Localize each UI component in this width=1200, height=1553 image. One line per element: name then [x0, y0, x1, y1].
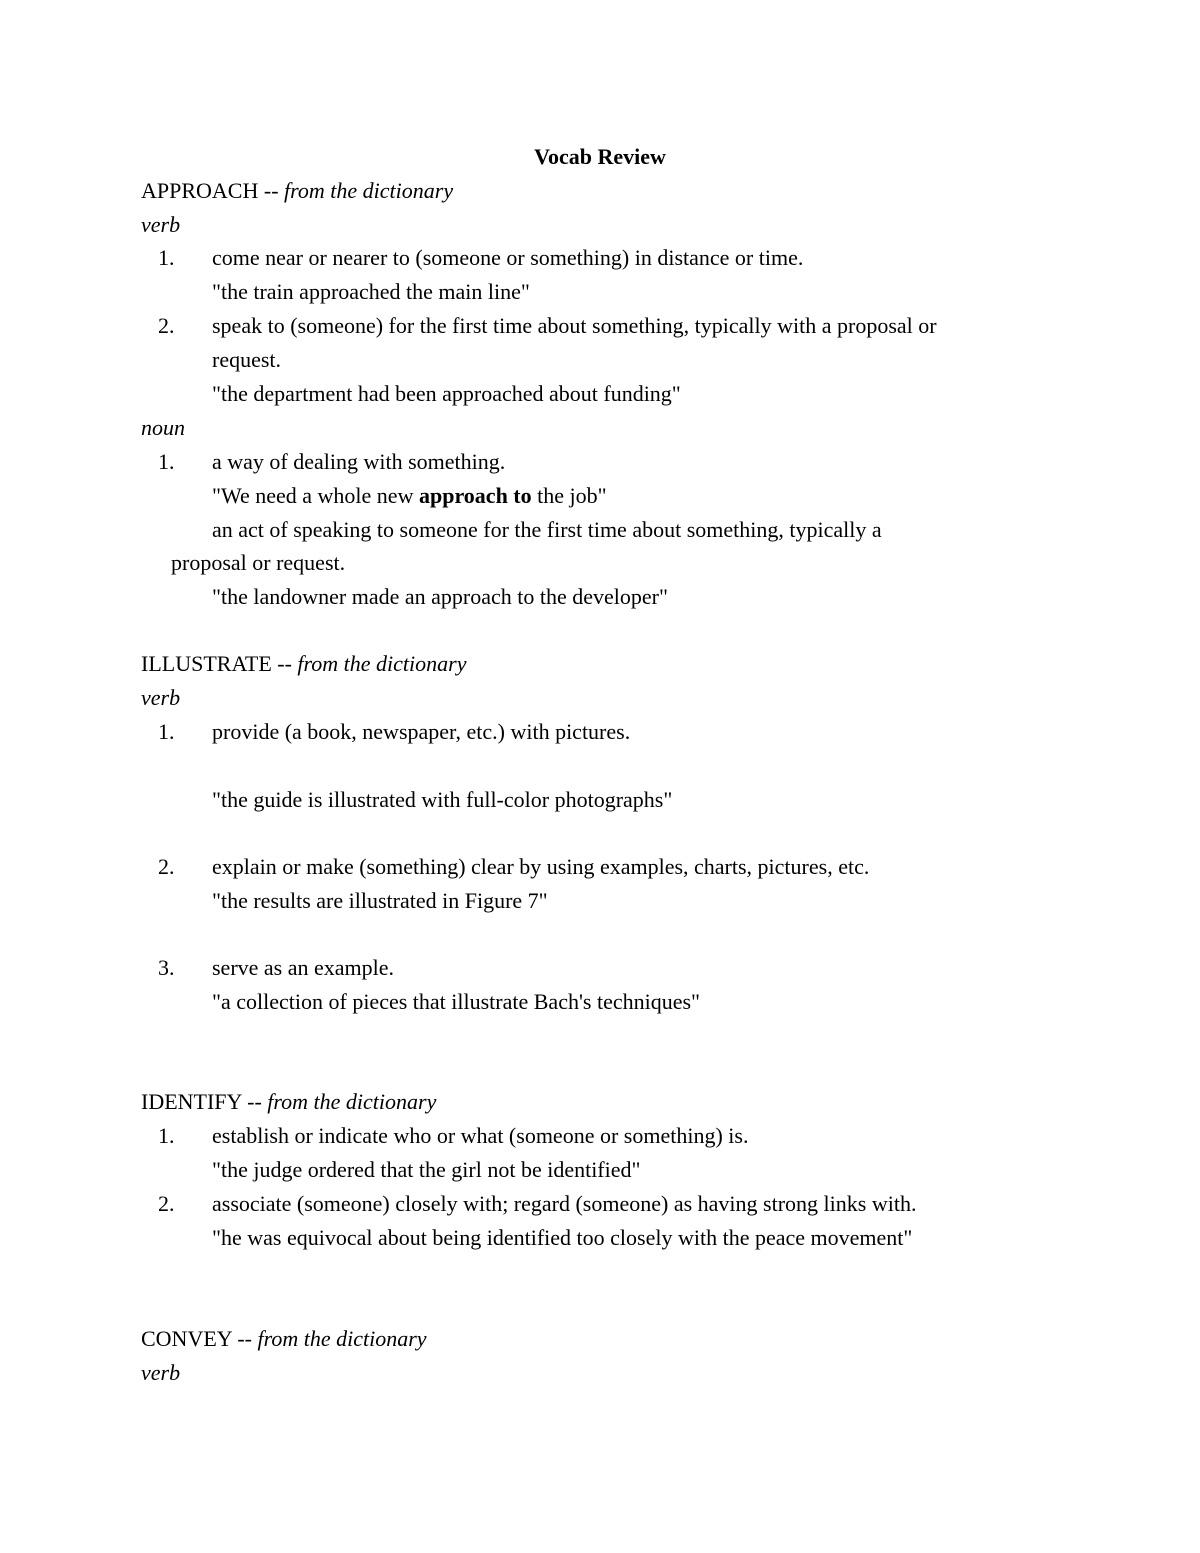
definition-text: establish or indicate who or what (someone or something) is.: [212, 1123, 749, 1148]
source-note: from the dictionary: [267, 1089, 437, 1114]
word-heading-identify: [141, 1085, 436, 1119]
example-sentence: "the results are illustrated in Figure 7": [212, 888, 548, 913]
part-of-speech-verb: verb: [141, 212, 181, 237]
definition-number: 1.: [158, 1123, 175, 1148]
definition-number: 3.: [158, 955, 175, 980]
example-sentence: "a collection of pieces that illustrate Bach's techniques": [212, 989, 701, 1014]
heading-dash: --: [241, 1089, 262, 1114]
page-title: Vocab Review: [534, 144, 666, 169]
example-sentence: "the department had been approached about funding": [212, 381, 681, 406]
word-heading-convey: [141, 1322, 427, 1356]
definition-number: 1.: [158, 719, 175, 744]
part-of-speech-verb: verb: [141, 685, 181, 710]
heading-dash: --: [271, 651, 292, 676]
definition-text: a way of dealing with something.: [212, 449, 506, 474]
part-of-speech-noun: noun: [141, 415, 185, 440]
definition-number: 2.: [158, 1191, 175, 1216]
definition-text: provide (a book, newspaper, etc.) with pictures.: [212, 719, 631, 744]
word-heading-illustrate: [141, 647, 466, 681]
definition-text: serve as an example.: [212, 955, 395, 980]
example-text: "We need a whole new: [212, 483, 419, 508]
definition-text: speak to (someone) for the first time about something, typically with a proposal or: [212, 313, 937, 338]
definition-text: an act of speaking to someone for the first time about something, typically a: [212, 517, 882, 542]
heading-dash: --: [231, 1326, 253, 1351]
definition-number: 2.: [158, 313, 175, 338]
source-note: from the dictionary: [297, 651, 467, 676]
word-heading-approach: [141, 174, 453, 208]
headword: APPROACH: [141, 178, 259, 203]
definition-text-continued: request.: [212, 347, 282, 372]
headword: CONVEY: [141, 1326, 232, 1351]
definition-number: 1.: [158, 449, 175, 474]
definition-text: come near or nearer to (someone or something) in distance or time.: [212, 245, 804, 270]
example-sentence: "the train approached the main line": [212, 279, 530, 304]
headword: IDENTIFY: [141, 1089, 242, 1114]
example-sentence: "the landowner made an approach to the developer": [212, 584, 668, 609]
example-sentence: "the judge ordered that the girl not be identified": [212, 1157, 641, 1182]
example-text: the job": [531, 483, 607, 508]
example-emphasis: approach to: [418, 483, 532, 508]
definition-number: 2.: [158, 854, 175, 879]
headword: ILLUSTRATE: [141, 651, 272, 676]
example-sentence: "he was equivocal about being identified too closely with the peace movement": [212, 1225, 913, 1250]
source-note: from the dictionary: [257, 1326, 427, 1351]
example-sentence: "the guide is illustrated with full-color photographs": [212, 787, 673, 812]
part-of-speech-verb: verb: [141, 1360, 181, 1385]
definition-text-continued: proposal or request.: [171, 550, 346, 575]
source-note: from the dictionary: [284, 178, 454, 203]
definition-text: associate (someone) closely with; regard (someone) as having strong links with.: [212, 1191, 917, 1216]
example-sentence: [212, 479, 607, 513]
definition-text: explain or make (something) clear by using examples, charts, pictures, etc.: [212, 854, 870, 879]
definition-number: 1.: [158, 245, 175, 270]
heading-dash: --: [258, 178, 279, 203]
